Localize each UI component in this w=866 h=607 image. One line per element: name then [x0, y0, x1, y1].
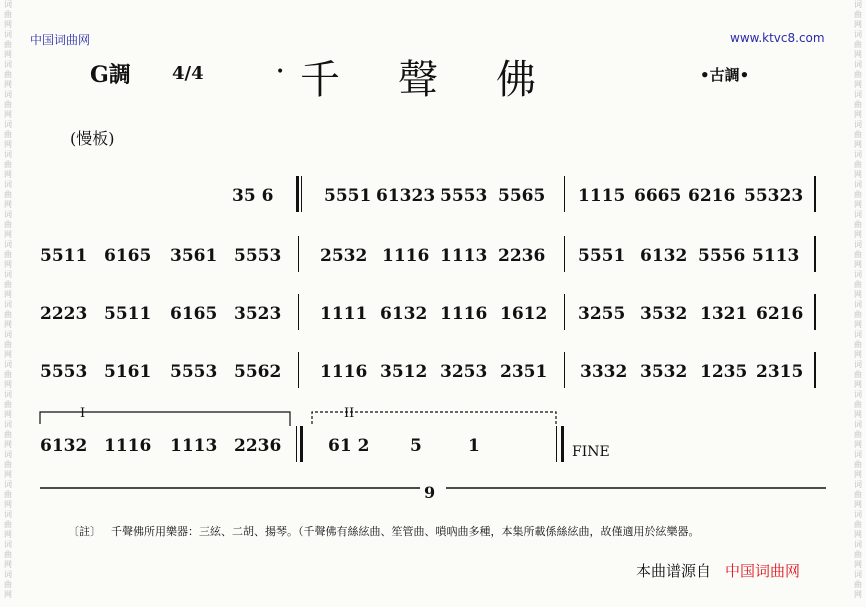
side-watermark-char: 曲	[854, 280, 862, 289]
note-group: 5553	[440, 186, 488, 206]
side-watermark-char: 词	[854, 90, 862, 99]
side-watermark-char: 曲	[854, 340, 862, 349]
side-watermark-char: 曲	[4, 100, 12, 109]
side-watermark-char: 曲	[4, 310, 12, 319]
note-group: 5161	[104, 362, 152, 382]
side-watermark-char: 网	[4, 80, 12, 89]
note-group: 5553	[40, 362, 88, 382]
side-watermark-char: 网	[4, 350, 12, 359]
side-watermark-char: 曲	[854, 460, 862, 469]
note-group: 5511	[104, 304, 152, 324]
footnote-label: 〔註〕	[68, 525, 101, 538]
side-watermark-char: 网	[854, 290, 862, 299]
side-watermark-char: 网	[4, 380, 12, 389]
side-watermark-char: 曲	[854, 220, 862, 229]
side-watermark-char: 词	[854, 510, 862, 519]
side-watermark-char: 曲	[854, 580, 862, 589]
note-group: 1113	[440, 246, 488, 266]
side-watermark-char: 曲	[854, 490, 862, 499]
note-group: 2532	[320, 246, 368, 266]
side-watermark-char: 网	[854, 350, 862, 359]
side-watermark-char: 网	[854, 230, 862, 239]
side-watermark-char: 曲	[4, 250, 12, 259]
side-watermark-char: 曲	[4, 220, 12, 229]
note-group: 6665	[634, 186, 682, 206]
side-watermark-char: 曲	[854, 310, 862, 319]
side-watermark-char: 词	[854, 360, 862, 369]
pickup-notes: 35 6	[232, 186, 274, 206]
side-watermark-char: 词	[854, 30, 862, 39]
note-group: 2236	[234, 436, 282, 456]
side-watermark-char: 曲	[4, 490, 12, 499]
source-credit	[636, 560, 800, 581]
note-group: 6216	[688, 186, 736, 206]
source-site-link[interactable]: 中国词曲网	[725, 562, 801, 580]
side-watermark-char: 网	[4, 50, 12, 59]
note-group: 3523	[234, 304, 282, 324]
note-group: 2236	[498, 246, 546, 266]
side-watermark-char: 词	[4, 120, 12, 129]
side-watermark-char: 词	[854, 120, 862, 129]
page-number: 9	[424, 483, 436, 502]
note-group: 1116	[104, 436, 152, 456]
side-watermark-char: 曲	[4, 280, 12, 289]
side-watermark-char: 词	[4, 60, 12, 69]
song-title: 千聲佛	[300, 57, 594, 103]
side-watermark-char: 曲	[854, 370, 862, 379]
side-watermark-char: 词	[4, 540, 12, 549]
note-group: 1321	[700, 304, 748, 324]
side-watermark-char: 网	[4, 500, 12, 509]
note-group: 55323	[744, 186, 804, 206]
side-watermark-char: 词	[4, 450, 12, 459]
barline	[556, 426, 557, 462]
side-watermark-char: 网	[4, 410, 12, 419]
side-watermark-char: 词	[4, 0, 12, 9]
side-watermark-char: 曲	[4, 550, 12, 559]
side-watermark-char: 曲	[4, 580, 12, 589]
side-watermark-char: 词	[4, 570, 12, 579]
note-group: 2315	[756, 362, 804, 382]
side-watermark-char: 曲	[854, 40, 862, 49]
note-group: 2351	[500, 362, 548, 382]
side-watermark-char: 网	[854, 260, 862, 269]
note-group: 3253	[440, 362, 488, 382]
side-watermark-char: 曲	[854, 430, 862, 439]
side-watermark-char: 词	[4, 90, 12, 99]
repeat-end-barline	[300, 426, 303, 462]
side-watermark-char: 网	[4, 560, 12, 569]
note-group: 3512	[380, 362, 428, 382]
note-group: 1116	[440, 304, 488, 324]
side-watermark-char: 词	[854, 330, 862, 339]
side-watermark-char: 曲	[4, 190, 12, 199]
side-watermark-char: 曲	[4, 370, 12, 379]
side-watermark-char: 词	[4, 420, 12, 429]
side-watermark-char: 网	[854, 320, 862, 329]
note-group: 1	[468, 436, 480, 456]
side-watermark-char: 曲	[4, 460, 12, 469]
side-watermark-char: 词	[4, 180, 12, 189]
note-group: 6165	[170, 304, 218, 324]
side-watermark-char: 词	[4, 210, 12, 219]
note-group: 2223	[40, 304, 88, 324]
note-group: 6216	[756, 304, 804, 324]
side-watermark-char: 曲	[4, 430, 12, 439]
side-watermark-char: 网	[854, 80, 862, 89]
note-group: 5556	[698, 246, 746, 266]
side-watermark-char: 曲	[4, 10, 12, 19]
side-watermark-char: 网	[854, 560, 862, 569]
side-watermark-char: 网	[4, 170, 12, 179]
side-watermark-char: 曲	[854, 250, 862, 259]
side-watermark-char: 词	[4, 240, 12, 249]
side-watermark-char: 曲	[854, 160, 862, 169]
side-watermark-char: 网	[854, 50, 862, 59]
side-watermark-char: 曲	[4, 400, 12, 409]
side-watermark-char: 词	[854, 300, 862, 309]
barline	[296, 426, 297, 462]
time-signature: 4/4	[172, 63, 204, 84]
side-watermark-char: 词	[854, 60, 862, 69]
footnote	[68, 522, 828, 541]
note-group: 3532	[640, 362, 688, 382]
note-group: 5551	[324, 186, 372, 206]
note-group: 1116	[320, 362, 368, 382]
note-group: 5553	[234, 246, 282, 266]
note-group: 5	[410, 436, 422, 456]
side-watermark-char: 曲	[854, 10, 862, 19]
note-group: 3532	[640, 304, 688, 324]
side-watermark-char: 曲	[4, 40, 12, 49]
side-watermark-char: 曲	[854, 130, 862, 139]
note-group: 5551	[578, 246, 626, 266]
note-group: 5565	[498, 186, 546, 206]
side-watermark-char: 网	[854, 440, 862, 449]
title-dot: •	[276, 64, 285, 80]
side-watermark-char: 曲	[854, 400, 862, 409]
side-watermark-char: 词	[854, 480, 862, 489]
side-watermark-char: 词	[4, 510, 12, 519]
side-watermark-char: 曲	[854, 190, 862, 199]
note-group: 3561	[170, 246, 218, 266]
side-watermark-char: 网	[4, 290, 12, 299]
side-watermark-char: 网	[4, 590, 12, 599]
side-watermark-char: 词	[4, 270, 12, 279]
side-watermark-char: 词	[854, 570, 862, 579]
side-watermark-char: 网	[4, 530, 12, 539]
side-watermark-char: 网	[854, 410, 862, 419]
side-watermark-char: 词	[4, 30, 12, 39]
key-signature: G調	[90, 62, 131, 88]
tempo-marking: (慢板)	[70, 129, 115, 148]
side-watermark-char: 网	[854, 170, 862, 179]
side-watermark-char: 网	[4, 470, 12, 479]
side-watermark-char: 词	[4, 480, 12, 489]
note-group: 1111	[320, 304, 368, 324]
side-watermark-char: 词	[854, 270, 862, 279]
side-watermark-char: 曲	[854, 550, 862, 559]
note-group: 61323	[376, 186, 436, 206]
note-group: 6132	[640, 246, 688, 266]
side-watermark-char: 网	[854, 200, 862, 209]
side-watermark-char: 网	[854, 500, 862, 509]
side-watermark-char: 曲	[854, 100, 862, 109]
note-group: 6132	[380, 304, 428, 324]
side-watermark-char: 网	[854, 470, 862, 479]
side-watermark-char: 网	[4, 440, 12, 449]
note-group: 5113	[752, 246, 800, 266]
side-watermark-char: 词	[854, 150, 862, 159]
side-watermark-char: 网	[854, 20, 862, 29]
side-watermark-char: 网	[4, 320, 12, 329]
side-watermark-char: 词	[854, 420, 862, 429]
side-watermark-char: 词	[4, 390, 12, 399]
note-group: 5562	[234, 362, 282, 382]
note-group: 1113	[170, 436, 218, 456]
mode-label: •古調•	[700, 66, 750, 84]
side-watermark-char: 曲	[4, 520, 12, 529]
note-group: 3332	[580, 362, 628, 382]
side-watermark-char: 词	[4, 330, 12, 339]
side-watermark-char: 曲	[4, 70, 12, 79]
side-watermark-char: 曲	[854, 70, 862, 79]
side-watermark-char: 网	[854, 590, 862, 599]
side-watermark-char: 词	[854, 390, 862, 399]
side-watermark-char: 词	[854, 180, 862, 189]
side-watermark-char: 网	[4, 140, 12, 149]
side-watermark-char: 词	[4, 150, 12, 159]
side-watermark-char: 曲	[4, 130, 12, 139]
side-watermark-char: 词	[854, 210, 862, 219]
note-group: 3255	[578, 304, 626, 324]
side-watermark-char: 词	[4, 300, 12, 309]
side-watermark-char: 曲	[4, 160, 12, 169]
source-prefix: 本曲谱源自	[636, 562, 712, 580]
note-group: 1612	[500, 304, 548, 324]
watermark-site-url: www.ktvc8.com	[730, 31, 825, 45]
watermark-site-name: 中国词曲网	[30, 33, 91, 47]
side-watermark-char: 网	[4, 230, 12, 239]
fine-marking: FINE	[572, 444, 610, 460]
note-group: 61 2	[328, 436, 370, 456]
final-barline	[561, 426, 564, 462]
side-watermark-char: 网	[854, 110, 862, 119]
side-watermark-char: 曲	[854, 520, 862, 529]
side-watermark-char: 网	[854, 380, 862, 389]
note-group: 5511	[40, 246, 88, 266]
note-group: 1235	[700, 362, 748, 382]
side-watermark-char: 网	[854, 140, 862, 149]
side-watermark-char: 网	[4, 260, 12, 269]
side-watermark-char: 曲	[4, 340, 12, 349]
volta-1-label: I	[80, 406, 86, 421]
side-watermark-char: 网	[854, 530, 862, 539]
side-watermark-char: 网	[4, 110, 12, 119]
side-watermark-char: 词	[854, 540, 862, 549]
note-group: 6132	[40, 436, 88, 456]
note-group: 1116	[382, 246, 430, 266]
side-watermark-char: 词	[4, 360, 12, 369]
footnote-text: 千聲佛所用樂器：三絃、二胡、揚琴。（千聲佛有絲絃曲、笙管曲、嗩吶曲多種，本集所載係絲絃曲，故僅適用於絃樂器。	[111, 525, 700, 538]
volta-2-label: II	[344, 406, 355, 421]
side-watermark-char: 词	[854, 240, 862, 249]
note-group: 6165	[104, 246, 152, 266]
side-watermark-char: 词	[854, 450, 862, 459]
side-watermark-char: 网	[4, 200, 12, 209]
side-watermark-char: 词	[854, 0, 862, 9]
side-watermark-char: 网	[4, 20, 12, 29]
note-group: 1115	[578, 186, 626, 206]
note-group: 5553	[170, 362, 218, 382]
